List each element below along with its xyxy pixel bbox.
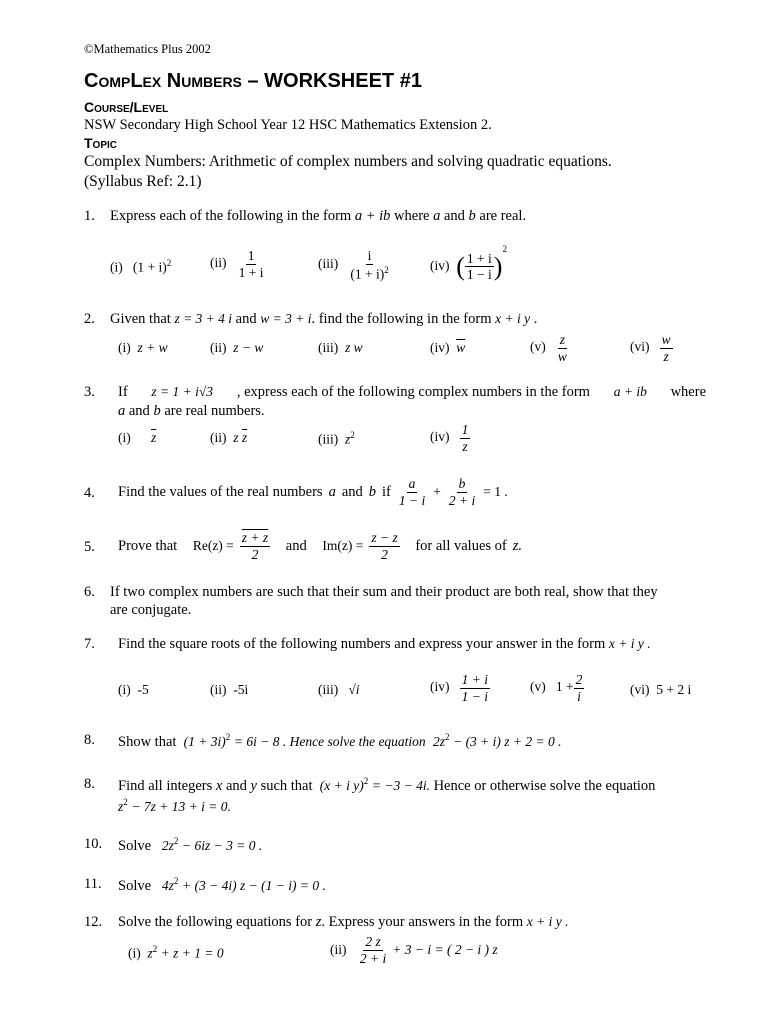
q7-part-v: (v) 1 + $\frac{2}{i}$: [530, 672, 583, 704]
question-number: 4.: [84, 485, 95, 501]
q2-part-i: (i) z + w: [118, 340, 168, 355]
q3-part-iii: (iii) $z^2$: [318, 430, 355, 447]
q7-part-i: (i) -5: [118, 682, 149, 697]
q1-part-iv: (iv) ( $\frac{1 + i}{1 - i}$ )$^2$: [430, 244, 507, 283]
question-8a-text: Show that $(1 + 3i)^2 = 6i - 8$ . Hence solve the equation $2z^2 - (3 + i) z + 2 = 0$ .: [118, 732, 562, 750]
q7-part-iv: (iv) $\frac{1 + i}{1 - i}$: [430, 672, 488, 704]
question-number: 8.: [84, 776, 95, 792]
q3-part-i: (i) $\overline{z}$: [118, 430, 157, 445]
form-expression: a + ib: [354, 208, 391, 224]
question-number: 2.: [84, 311, 95, 327]
course-text: NSW Secondary High School Year 12 HSC Mathematics Extension 2.: [84, 117, 492, 133]
question-6-line2: are conjugate.: [110, 602, 192, 618]
question-number: 10.: [84, 836, 103, 852]
question-1-text: Express each of the following in the form a + ib where a and b are real.: [110, 208, 527, 224]
question-3-line2: a and b are real numbers.: [118, 403, 265, 419]
q3-part-iv: (iv) $\frac{1}{z}$: [430, 422, 469, 454]
q2-part-iii: (iii) z w: [318, 340, 363, 355]
question-8b-line2: $z^2 - 7z + 13 + i = 0$.: [118, 797, 231, 814]
topic-line1: Complex Numbers: Arithmetic of complex numbers and solving quadratic equations.: [84, 153, 612, 170]
question-11-text: Solve $4z^2 + (3 - 4i) z - (1 - i) = 0$ .: [118, 876, 326, 894]
question-3-line1: If z = 1 + i√3 , express each of the following complex numbers in the form a + ib where: [118, 384, 706, 400]
question-number: 7.: [84, 636, 95, 652]
course-heading: Course/Level: [84, 99, 169, 115]
question-2-text: Given that z = 3 + 4 i and w = 3 + i. find the following in the form x + i y .: [110, 311, 538, 327]
question-12-text: Solve the following equations for z. Express your answers in the form x + i y .: [118, 914, 569, 930]
question-10-text: Solve $2z^2 - 6iz - 3 = 0$ .: [118, 836, 263, 854]
q1-part-i: (i) $(1 + i)^2$: [110, 258, 172, 275]
q12-part-ii: (ii) $\frac{2 z}{2 + i}$ + 3 − i = ( 2 − i ) z: [330, 934, 498, 966]
q1-part-ii: (ii) $\frac{1}{1 + i}$: [210, 248, 264, 280]
question-7-text: Find the square roots of the following numbers and express your answer in the form x + i y .: [118, 636, 651, 652]
question-number: 12.: [84, 914, 103, 930]
title-part1: CompLex Numbers: [84, 70, 242, 92]
q2-part-ii: (ii) z − w: [210, 340, 264, 355]
copyright-text: ©Mathematics Plus 2002: [84, 42, 211, 56]
q7-part-vi: (vi) 5 + 2 i: [630, 682, 692, 697]
q2-part-vi: (vi) $\frac{w}{z}$: [630, 332, 671, 364]
q3-part-ii: (ii) z $\overline{z}$: [210, 430, 248, 445]
q12-part-i: (i) $z^2 + z + 1 = 0$: [128, 944, 224, 961]
question-8b-line1: Find all integers x and y such that (x + i y)$^2$ = −3 − 4i. Hence or otherwise solve the equation: [118, 776, 656, 794]
title-part2: – WORKSHEET #1: [241, 70, 422, 92]
question-4-text: Find the values of the real numbers a and b if $\frac{a}{1 - i}$ + $\frac{b}{2 + i}$ = 1 .: [118, 476, 508, 508]
topic-heading: Topic: [84, 135, 117, 151]
topic-line2: (Syllabus Ref: 2.1): [84, 173, 202, 190]
question-number: 3.: [84, 384, 95, 400]
q2-part-iv: (iv) $\overline{w}$: [430, 340, 466, 355]
question-number: 11.: [84, 876, 102, 892]
question-number: 8.: [84, 732, 95, 748]
question-number: 6.: [84, 584, 95, 600]
question-number: 1.: [84, 208, 95, 224]
question-5-text: Prove that Re(z) = $\frac{z + z}{2}$ and Im(z) = $\frac{z - z}{2}$ for all values of z.: [118, 530, 523, 562]
question-6-line1: If two complex numbers are such that their sum and their product are both real, show that they: [110, 584, 658, 600]
page-title: [84, 70, 422, 93]
q1-part-iii: (iii) $\frac{i}{(1 + i)^2}$: [318, 248, 389, 282]
q7-part-ii: (ii) -5i: [210, 682, 249, 697]
q2-part-v: (v) $\frac{z}{w}$: [530, 332, 567, 364]
q7-part-iii: (iii) √i: [318, 682, 360, 697]
question-number: 5.: [84, 539, 95, 555]
